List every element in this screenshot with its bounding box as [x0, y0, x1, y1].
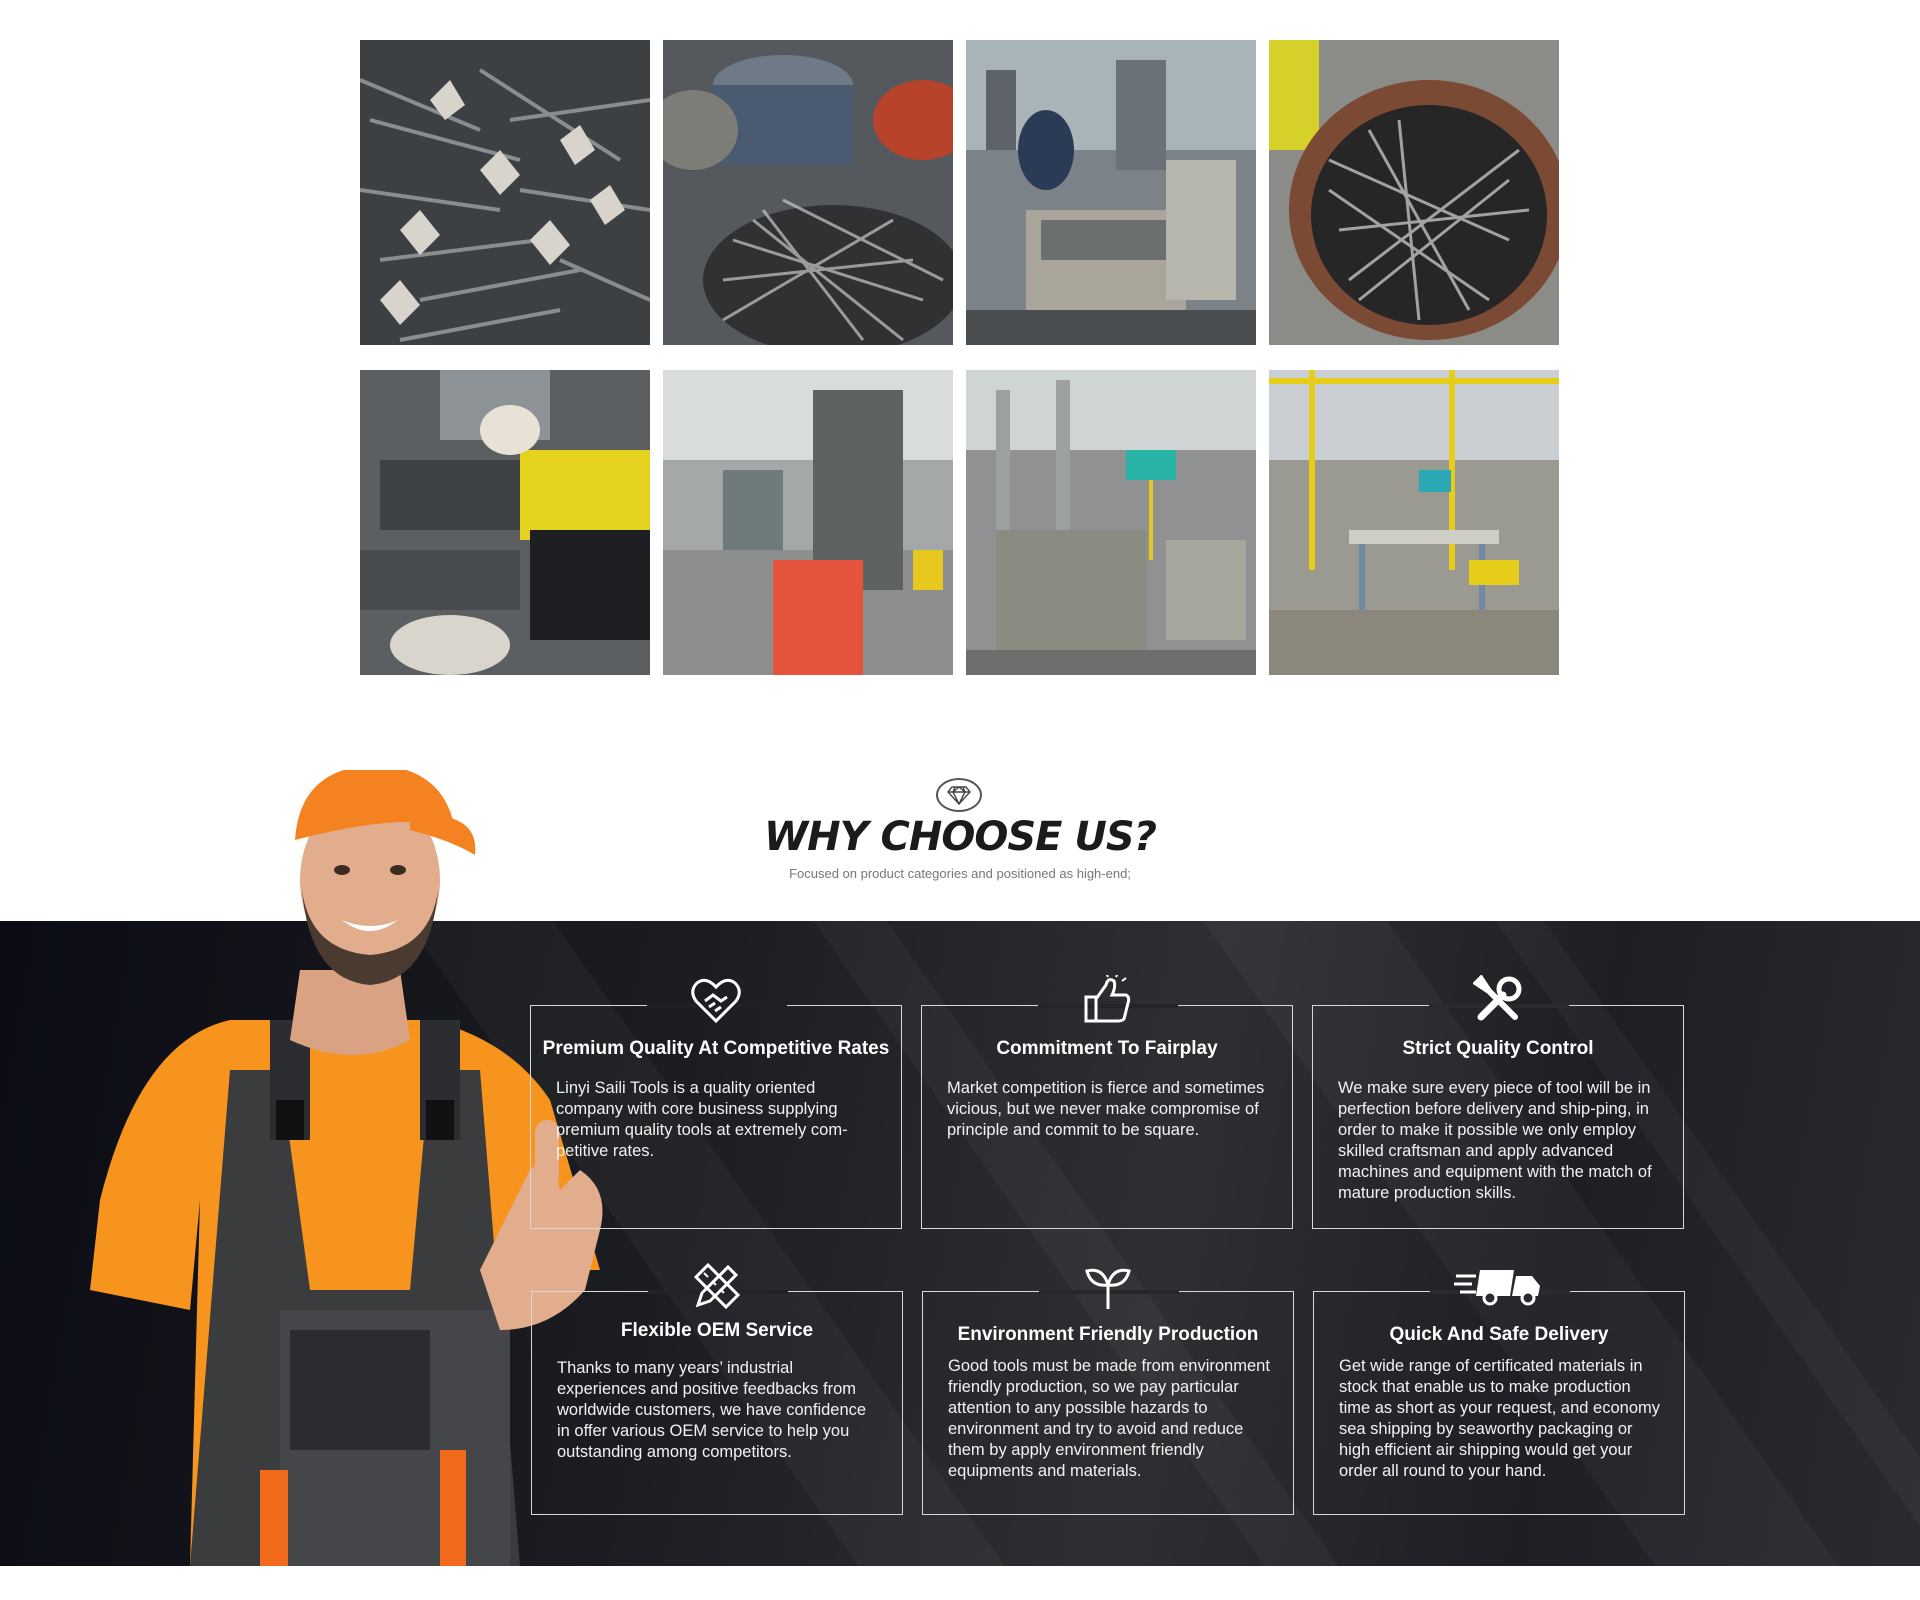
photo-pliers-blanks-pile[interactable] — [360, 40, 650, 345]
photo-workshop-floor-1[interactable] — [663, 370, 953, 675]
feature-description: Market competition is fierce and sometimes vicious, but we never make compromise of principle and commit to be square. — [947, 1079, 1265, 1139]
feature-description: Good tools must be made from environment friendly production, so we pay particular attention to any possible hazards to environment and try to avoid and reduce them by apply environment friendly equipments and materials. — [948, 1357, 1270, 1480]
feature-description: Get wide range of certificated materials in stock that enable us to make production time as short as your request, and economy sea shipping by seaworthy packaging or high efficient air shipping would get your order all round to your hand. — [1339, 1357, 1660, 1480]
feature-oem-service — [531, 1291, 903, 1515]
photo-worker-at-machine[interactable] — [966, 40, 1256, 345]
feature-title: Quick And Safe Delivery — [1389, 1324, 1609, 1345]
feature-description: We make sure every piece of tool will be in perfection before delivery and ship-ping, in order to make it possible we only employ skilled craftsman and apply advanced machines and equipment with the match of mature production skills. — [1338, 1079, 1652, 1202]
factory-photo-gallery — [0, 0, 1920, 700]
feature-description: Thanks to many years’ industrial experiences and positive feedbacks from worldwide customers, we have confidence in offer various OEM service to help you outstanding among competitors. — [557, 1359, 867, 1461]
section-subtitle: Focused on product categories and positioned as high-end; — [789, 866, 1131, 881]
feature-title: Flexible OEM Service — [620, 1320, 814, 1341]
delivery-truck-icon — [1454, 1258, 1544, 1314]
feature-premium-quality — [530, 1005, 902, 1229]
photo-pliers-in-bin[interactable] — [1269, 40, 1559, 345]
feature-title: Environment Friendly Production — [957, 1324, 1259, 1345]
tools-icon — [1470, 972, 1526, 1028]
feature-fairplay — [921, 1005, 1293, 1229]
photo-workshop-machines[interactable] — [966, 370, 1256, 675]
feature-environment — [922, 1291, 1294, 1515]
photo-workshop-floor-2[interactable] — [1269, 370, 1559, 675]
thumbs-up-icon — [1079, 972, 1135, 1028]
feature-title: Premium Quality At Competitive Rates — [542, 1038, 890, 1059]
pencil-ruler-icon — [689, 1258, 745, 1314]
feature-title: Strict Quality Control — [1402, 1038, 1594, 1059]
photo-press-machine-closeup[interactable] — [360, 370, 650, 675]
diamond-icon — [936, 778, 982, 812]
section-title: WHY CHOOSE US? — [764, 814, 1156, 860]
photo-pliers-in-buckets[interactable] — [663, 40, 953, 345]
feature-description: Linyi Saili Tools is a quality oriented company with core business supplying premium quality tools at extremely com-petitive rates. — [556, 1079, 848, 1160]
feature-quality-control — [1312, 1005, 1684, 1229]
feature-title: Commitment To Fairplay — [996, 1038, 1218, 1059]
sprout-icon — [1080, 1258, 1136, 1314]
feature-delivery — [1313, 1291, 1685, 1515]
handshake-heart-icon — [688, 972, 744, 1028]
